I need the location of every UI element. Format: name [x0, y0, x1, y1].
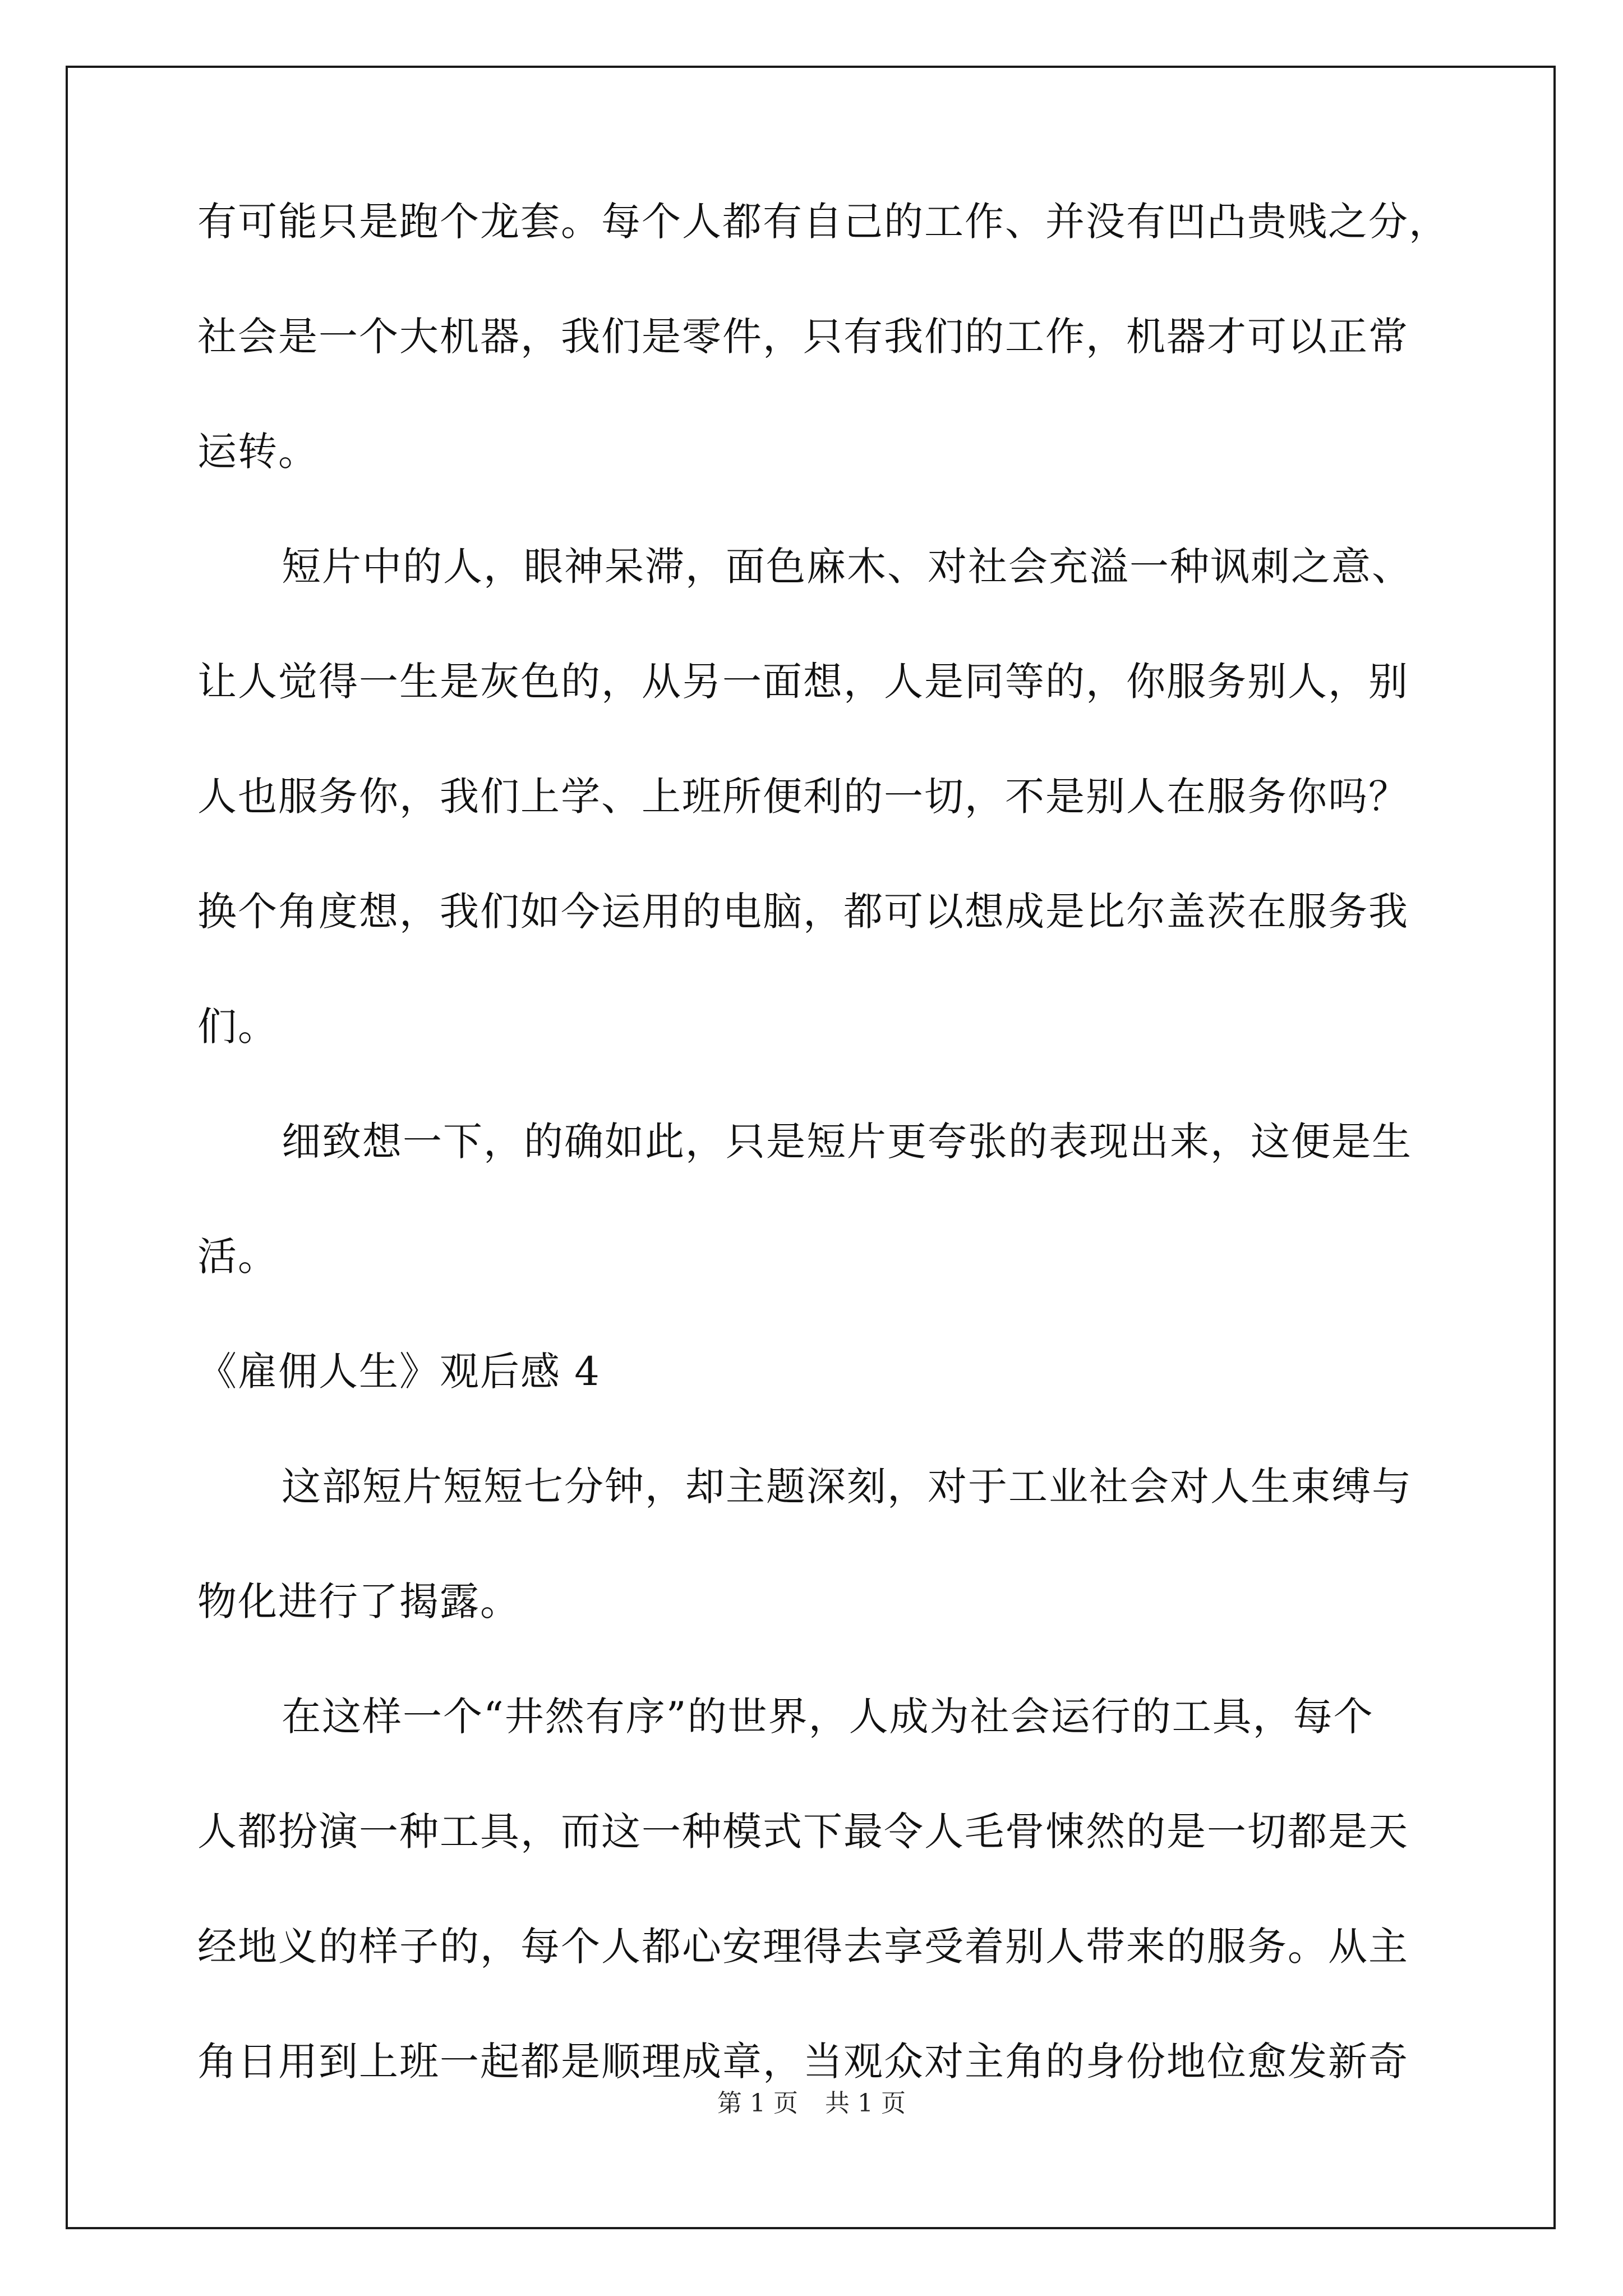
paragraph-start-line: 短片中的人，眼神呆滞，面色麻木、对社会充溢一种讽刺之意、 — [282, 544, 1412, 590]
text-line: 人也服务你，我们上学、上班所便利的一切，不是别人在服务你吗？ — [197, 774, 1409, 820]
page-footer — [0, 2087, 1623, 2120]
text-line: 有可能只是跑个龙套。每个人都有自己的工作、并没有凹凸贵贱之分， — [197, 199, 1449, 245]
paragraph-start-line: 细致想一下，的确如此，只是短片更夸张的表现出来，这便是生 — [282, 1119, 1412, 1165]
paragraph-start-line: 这部短片短短七分钟，却主题深刻，对于工业社会对人生束缚与 — [282, 1464, 1412, 1510]
text-line: 换个角度想，我们如今运用的电脑，都可以想成是比尔盖茨在服务我 — [197, 889, 1409, 935]
page-number: 第 1 页 — [717, 2089, 798, 2118]
text-line: 运转。 — [197, 429, 319, 475]
page-total: 共 1 页 — [825, 2089, 906, 2118]
text-line: 角日用到上班一起都是顺理成章，当观众对主角的身份地位愈发新奇 — [197, 2039, 1409, 2085]
paragraph-start-line: 在这样一个“井然有序”的世界，人成为社会运行的工具，每个 — [282, 1694, 1374, 1740]
text-line: 人都扮演一种工具，而这一种模式下最令人毛骨悚然的是一切都是天 — [197, 1809, 1409, 1855]
text-line: 让人觉得一生是灰色的，从另一面想，人是同等的，你服务别人，别 — [197, 659, 1409, 705]
section-heading: 《雇佣人生》观后感 4 — [197, 1349, 601, 1395]
text-line: 们。 — [197, 1004, 278, 1050]
text-line: 活。 — [197, 1234, 278, 1280]
text-line: 物化进行了揭露。 — [197, 1579, 520, 1625]
text-line: 经地义的样子的，每个人都心安理得去享受着别人带来的服务。从主 — [197, 1924, 1409, 1970]
text-line: 社会是一个大机器，我们是零件，只有我们的工作，机器才可以正常 — [197, 314, 1409, 360]
